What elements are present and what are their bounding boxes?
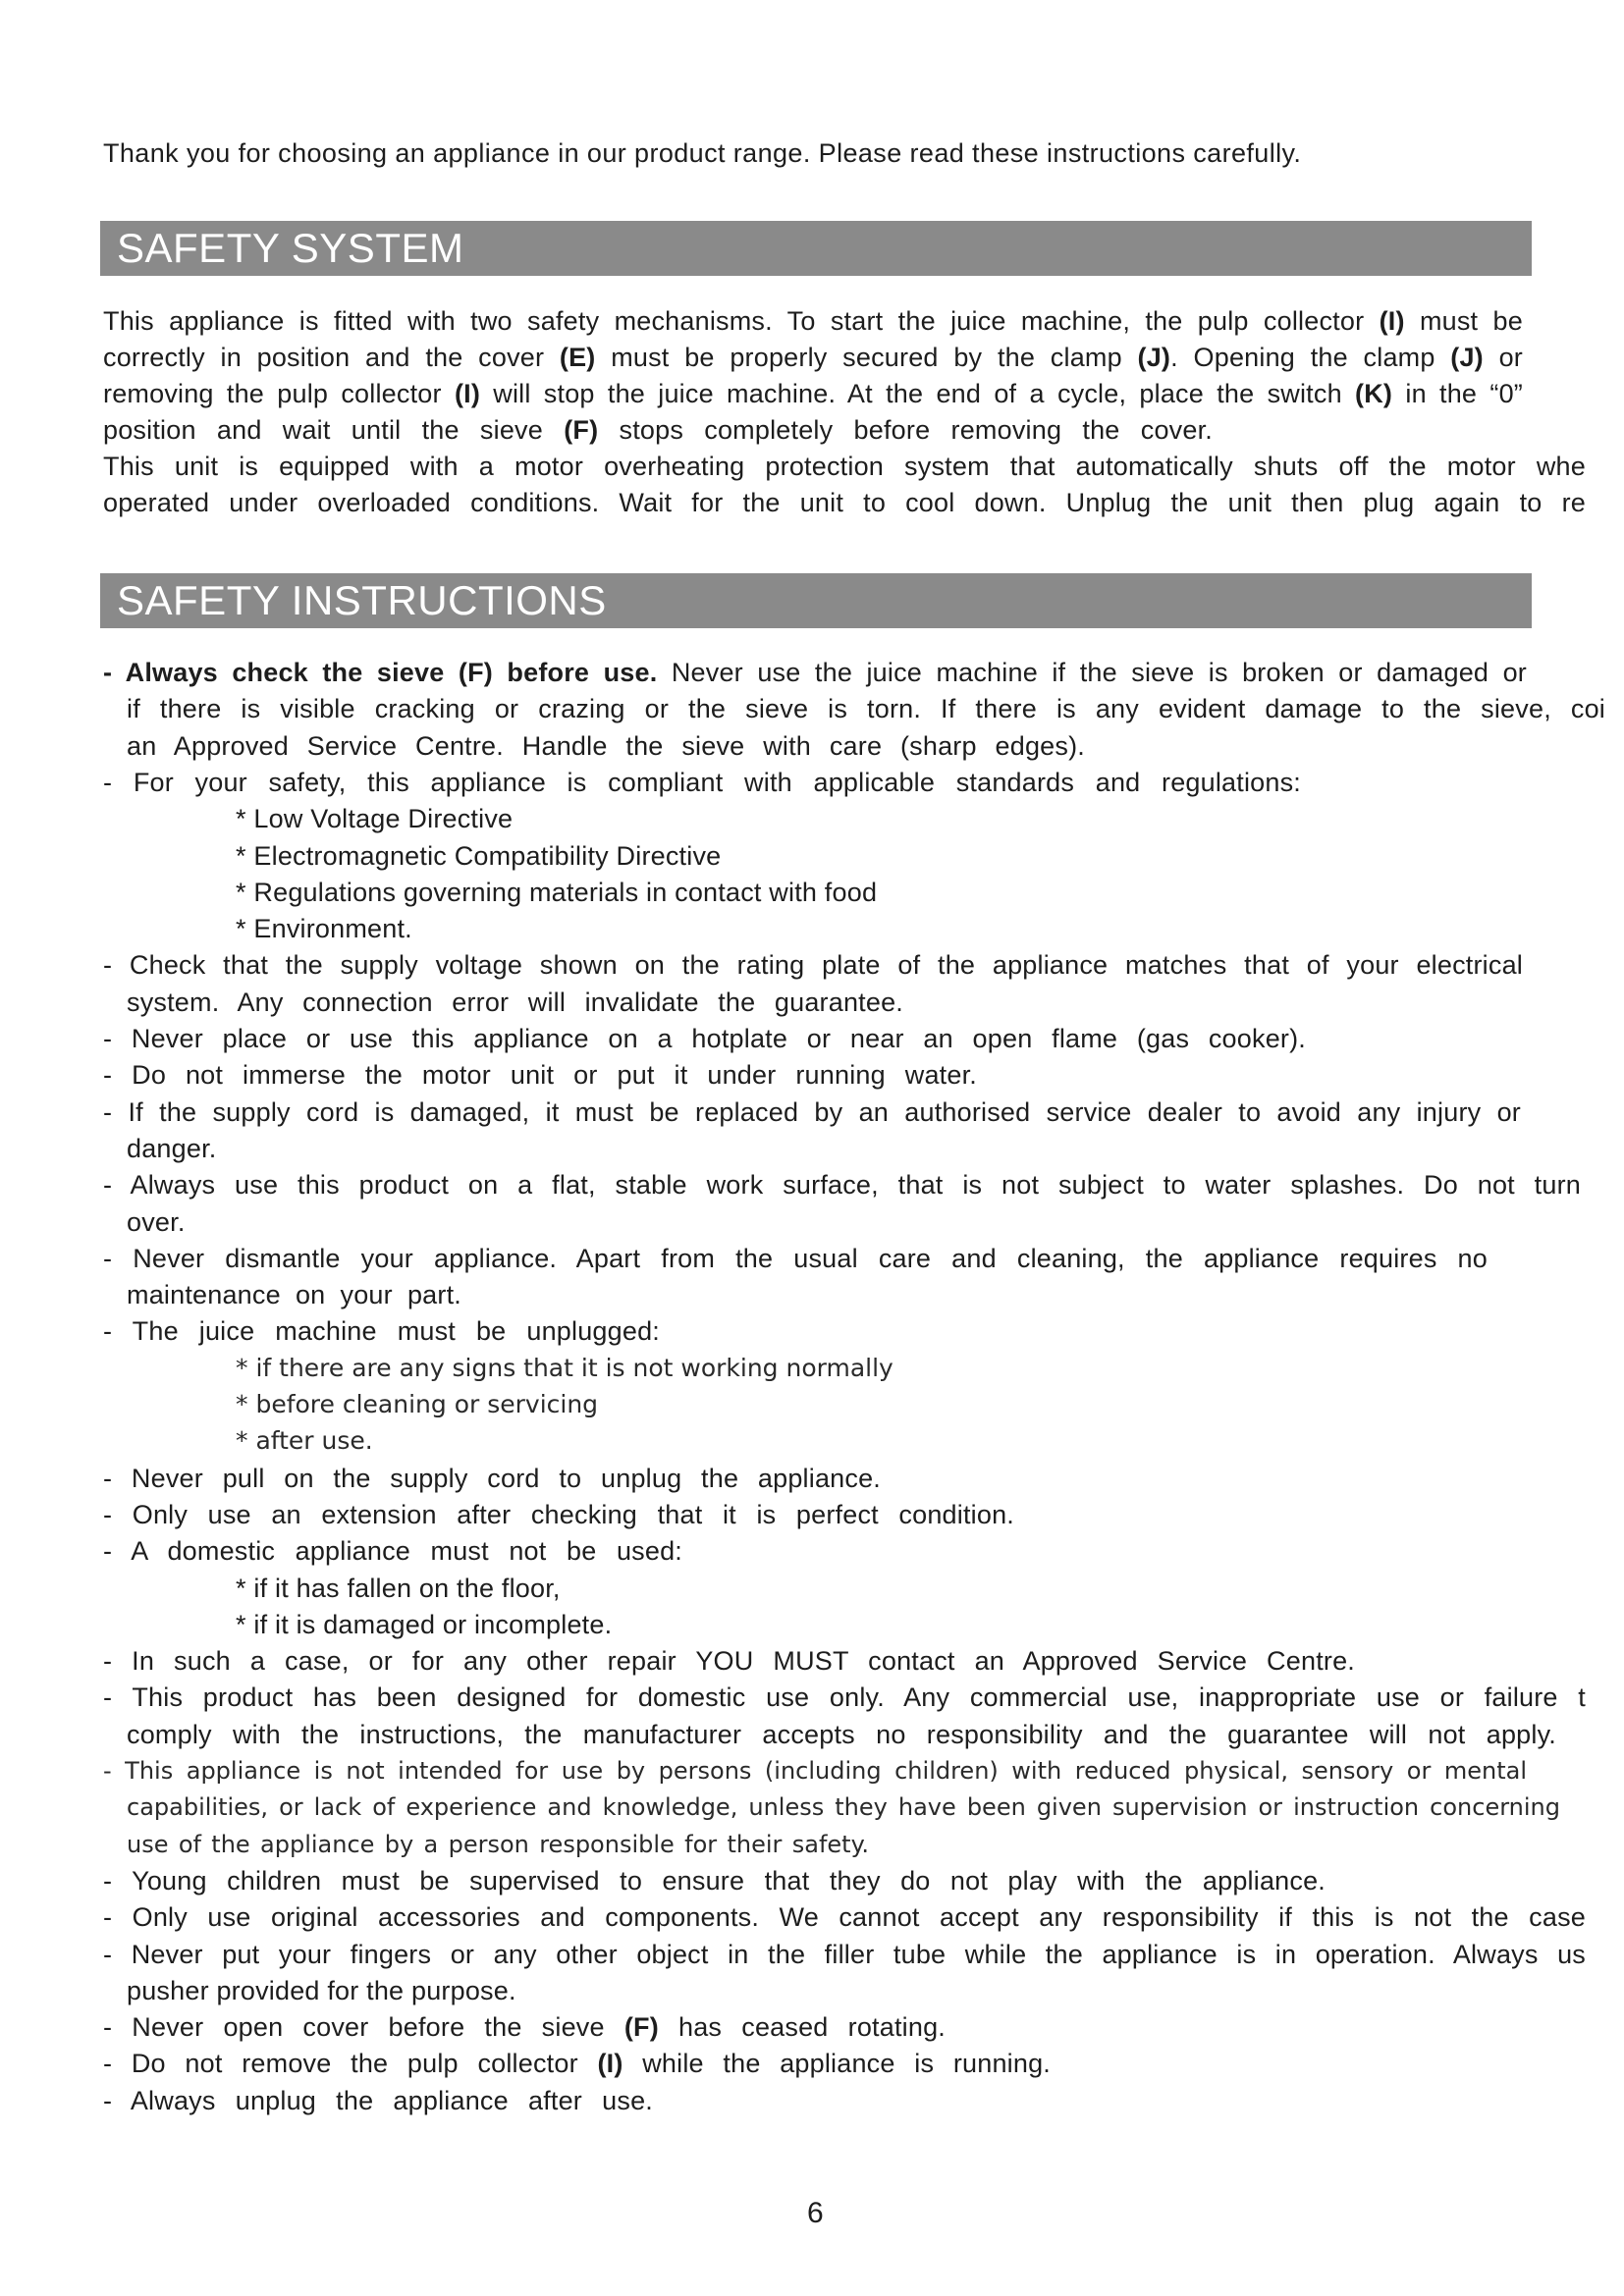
- safety-instruction-subitem: * Environment.: [236, 914, 412, 943]
- safety-instruction-line: an Approved Service Centre. Handle the sieve with care (sharp edges).: [127, 731, 1085, 761]
- safety-instruction-line: pusher provided for the purpose.: [127, 1976, 516, 2005]
- page-number: 6: [807, 2197, 824, 2229]
- safety-instruction-line: - Do not immerse the motor unit or put it under running water.: [103, 1060, 977, 1090]
- safety-instruction-line: - Never pull on the supply cord to unplug the appliance.: [103, 1464, 881, 1493]
- safety-instruction-line: - Only use original accessories and components. We cannot accept any responsibility if this is not the case: [103, 1902, 1586, 1932]
- safety-system-line: correctly in position and the cover (E) must be properly secured by the clamp (J). Opening the clamp (J) or: [103, 343, 1523, 372]
- safety-instruction-line: - Never dismantle your appliance. Apart from the usual care and cleaning, the appliance requires no: [103, 1244, 1488, 1273]
- safety-instruction-subitem: * Regulations governing materials in contact with food: [236, 878, 878, 907]
- safety-instruction-line: - Only use an extension after checking that it is perfect condition.: [103, 1500, 1014, 1529]
- safety-instruction-line: - Never put your fingers or any other object in the filler tube while the appliance is in operation. Always us: [103, 1940, 1586, 1969]
- safety-instruction-line: over.: [127, 1207, 186, 1237]
- safety-instruction-line: danger.: [127, 1134, 217, 1163]
- safety-instruction-line: - The juice machine must be unplugged:: [103, 1316, 660, 1346]
- safety-system-line: operated under overloaded conditions. Wait for the unit to cool down. Unplug the unit then plug again to re: [103, 488, 1586, 517]
- intro-text: Thank you for choosing an appliance in our product range. Please read these instructions carefully.: [103, 138, 1302, 168]
- safety-instruction-subitem: * if there are any signs that it is not working normally: [236, 1354, 893, 1382]
- safety-instruction-line: - Always unplug the appliance after use.: [103, 2086, 653, 2115]
- safety-instruction-line: use of the appliance by a person responsible for their safety.: [127, 1831, 869, 1858]
- safety-instruction-line: - Always check the sieve (F) before use. Never use the juice machine if the sieve is broken or damaged or: [103, 658, 1527, 687]
- safety-instruction-line: maintenance on your part.: [127, 1280, 461, 1309]
- safety-instruction-subitem: * Electromagnetic Compatibility Directive: [236, 841, 722, 871]
- safety-system-line: This appliance is fitted with two safety mechanisms. To start the juice machine, the pulp collector (I) must be: [103, 306, 1523, 336]
- safety-system-line: removing the pulp collector (I) will stop the juice machine. At the end of a cycle, place the switch (K) in the “0”: [103, 379, 1523, 408]
- safety-instruction-subitem: * before cleaning or servicing: [236, 1390, 599, 1418]
- safety-instruction-line: - This product has been designed for domestic use only. Any commercial use, inappropriate use or failure t: [103, 1682, 1586, 1712]
- safety-instruction-line: - If the supply cord is damaged, it must be replaced by an authorised service dealer to avoid any injury or: [103, 1097, 1521, 1127]
- safety-instruction-line: - Check that the supply voltage shown on the rating plate of the appliance matches that of your electrical: [103, 950, 1523, 980]
- safety-instruction-subitem: * after use.: [236, 1426, 373, 1455]
- safety-instruction-line: - This appliance is not intended for use by persons (including children) with reduced physical, sensory or mental: [103, 1757, 1527, 1785]
- safety-instruction-subitem: * if it has fallen on the floor,: [236, 1574, 561, 1603]
- safety-instruction-subitem: * Low Voltage Directive: [236, 804, 514, 833]
- safety-instruction-line: - Do not remove the pulp collector (I) while the appliance is running.: [103, 2049, 1051, 2078]
- safety-instruction-line: if there is visible cracking or crazing or the sieve is torn. If there is any evident damage to the sieve, coi: [127, 694, 1605, 723]
- safety-instruction-line: capabilities, or lack of experience and knowledge, unless they have been given supervision or instruction concerning: [127, 1793, 1560, 1821]
- safety-instructions-heading: SAFETY INSTRUCTIONS: [100, 573, 1532, 628]
- safety-instruction-line: - A domestic appliance must not be used:: [103, 1536, 682, 1566]
- safety-instruction-subitem: * if it is damaged or incomplete.: [236, 1610, 613, 1639]
- safety-system-line: This unit is equipped with a motor overheating protection system that automatically shuts off the motor whe: [103, 452, 1586, 481]
- safety-instruction-line: - Never place or use this appliance on a hotplate or near an open flame (gas cooker).: [103, 1024, 1306, 1053]
- safety-instruction-line: - For your safety, this appliance is compliant with applicable standards and regulations:: [103, 768, 1301, 797]
- safety-instruction-line: system. Any connection error will invalidate the guarantee.: [127, 988, 903, 1017]
- safety-instruction-line: - Always use this product on a flat, stable work surface, that is not subject to water splashes. Do not turn: [103, 1170, 1581, 1200]
- safety-system-line: position and wait until the sieve (F) stops completely before removing the cover.: [103, 415, 1213, 445]
- safety-system-heading: SAFETY SYSTEM: [100, 221, 1532, 276]
- safety-instruction-line: comply with the instructions, the manufacturer accepts no responsibility and the guarantee will not apply.: [127, 1720, 1556, 1749]
- safety-instruction-line: - Never open cover before the sieve (F) has ceased rotating.: [103, 2012, 946, 2042]
- safety-instruction-line: - In such a case, or for any other repair YOU MUST contact an Approved Service Centre.: [103, 1646, 1355, 1676]
- safety-instruction-line: - Young children must be supervised to ensure that they do not play with the appliance.: [103, 1866, 1326, 1896]
